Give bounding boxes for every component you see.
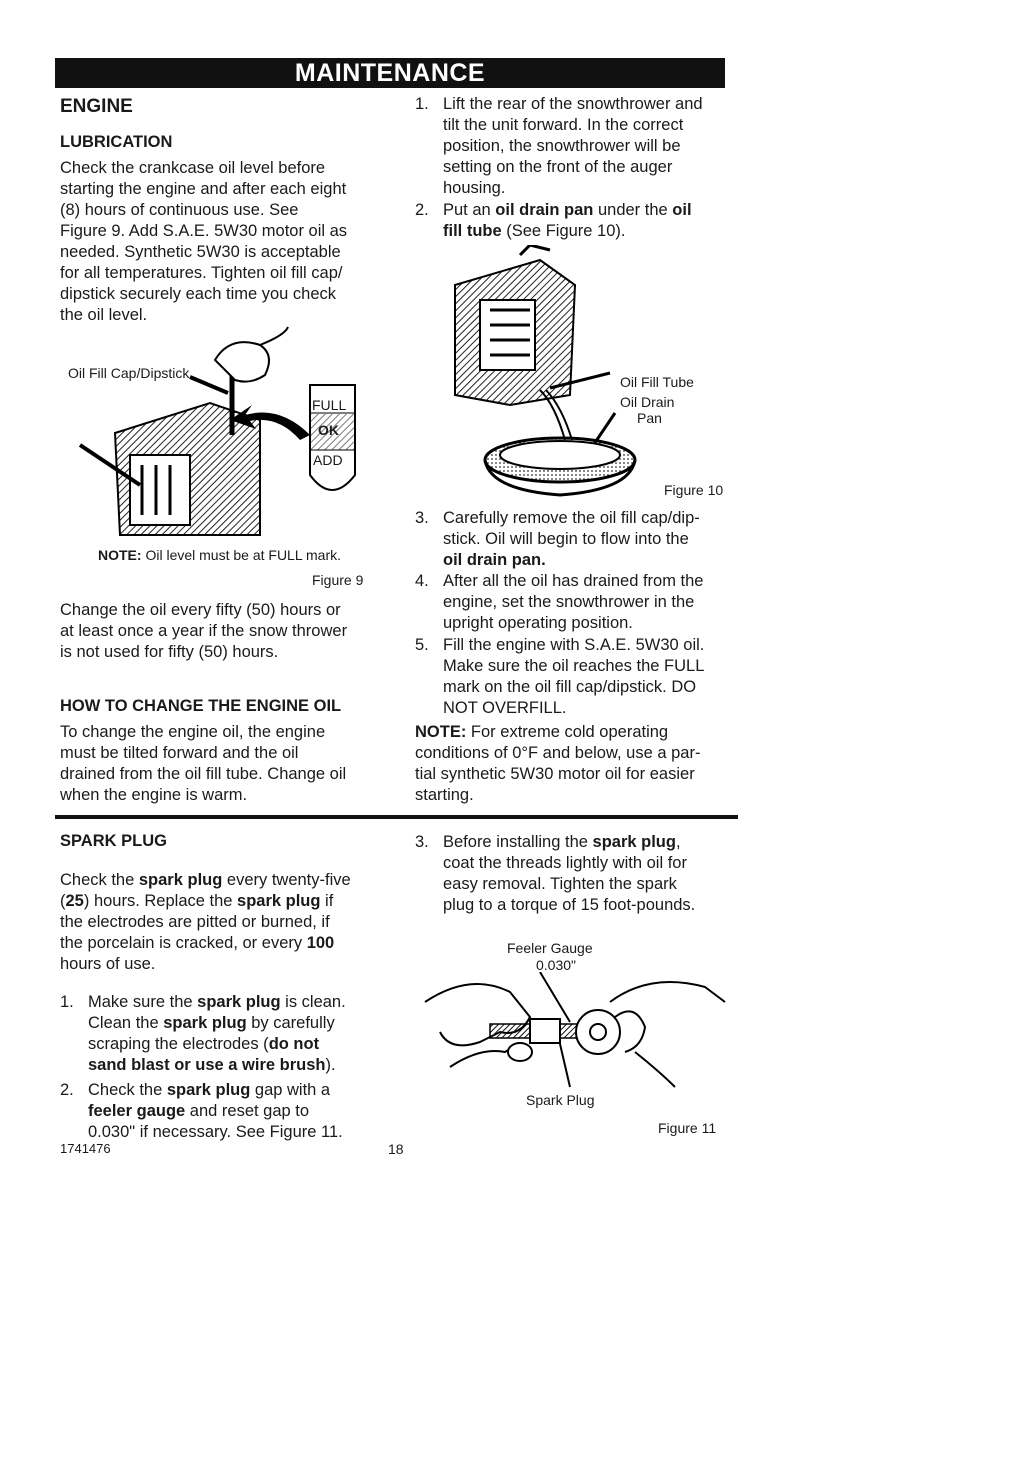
step-4-text: After all the oil has drained from the engine, set the snowthrower in the upright operating position. [443,572,704,632]
spark-step-3-text: Before installing the spark plug, coat the threads lightly with oil for easy removal. Tighten the spark plug to a torque of 15 foot-pounds. [443,833,696,914]
figure-11-caption: Figure 11 [658,1120,717,1136]
step-5-number: 5. [415,636,429,654]
dipstick-ok-label: OK [318,422,339,438]
dipstick-add-label: ADD [313,452,343,468]
engine-heading: ENGINE [60,96,133,117]
section-divider [55,815,738,819]
figure-10-label-pan-2: Pan [637,410,662,426]
spark-step-2-number: 2. [60,1081,74,1099]
cold-weather-note: NOTE: For extreme cold operating conditions of 0°F and below, use a par- tial synthetic 5W30 motor oil for easier starting. [415,723,701,804]
step-2-number: 2. [415,201,429,219]
step-2-text: Put an oil drain pan under the oil fill tube (See Figure 10). [443,201,692,240]
page-number: 18 [388,1141,404,1157]
step-5-text: Fill the engine with S.A.E. 5W30 oil. Make sure the oil reaches the FULL mark on the oil fill cap/dipstick. DO NOT OVERFILL. [443,636,705,717]
spark-step-2-text: Check the spark plug gap with a feeler gauge and reset gap to 0.030" if necessary. See Figure 11. [88,1081,343,1141]
lubrication-text: Check the crankcase oil level before starting the engine and after each eight (8) hours of continuous use. See Figure 9. Add S.A.E. 5W30 motor oil as needed. Synthetic 5W30 is acceptable for all temperatures. Tighten oil fill cap/ dipstick securely each time you check the oil level. [60,159,348,324]
figure-10-caption: Figure 10 [664,482,724,498]
lubrication-heading: LUBRICATION [60,133,173,151]
how-to-change-heading: HOW TO CHANGE THE ENGINE OIL [60,697,342,715]
spark-step-3-number: 3. [415,833,429,851]
step-4-number: 4. [415,572,429,590]
doc-number: 1741476 [60,1141,111,1156]
spark-step-1-text: Make sure the spark plug is clean. Clean the spark plug by carefully scraping the electrodes (do not sand blast or use a wire brush). [88,993,346,1074]
oil-change-interval: Change the oil every fifty (50) hours or at least once a year if the snow thrower is not used for fifty (50) hours. [60,601,348,661]
figure-11-label-plug: Spark Plug [526,1092,595,1108]
figure-10-label-pan-1: Oil Drain [620,394,675,410]
dipstick-full-label: FULL [312,397,347,413]
spark-plug-heading: SPARK PLUG [60,832,167,850]
figure-9-note: NOTE: Oil level must be at FULL mark. [98,547,341,563]
figure-11-illustration [420,972,730,1090]
spark-step-1-number: 1. [60,993,74,1011]
step-3-text: Carefully remove the oil fill cap/dip- stick. Oil will begin to flow into the oil drain pan. [443,509,700,569]
section-banner: MAINTENANCE [55,58,725,88]
figure-9-caption: Figure 9 [312,572,364,588]
figure-11-label-gap: 0.030" [536,957,577,973]
step-1-number: 1. [415,95,429,113]
figure-9-callout: Oil Fill Cap/Dipstick [68,365,190,381]
figure-11-label-gauge: Feeler Gauge [507,940,593,956]
how-to-change-text: To change the engine oil, the engine must be tilted forward and the oil drained from the oil fill tube. Change oil when the engine is warm. [60,723,347,804]
figure-10-label-tube: Oil Fill Tube [620,374,694,390]
spark-plug-intro: Check the spark plug every twenty-five (25) hours. Replace the spark plug if the electrodes are pitted or burned, if the porcelain is cracked, or every 100 hours of use. [60,871,351,973]
step-3-number: 3. [415,509,429,527]
step-1-text: Lift the rear of the snowthrower and tilt the unit forward. In the correct position, the snowthrower will be setting on the front of the auger housing. [443,95,703,197]
